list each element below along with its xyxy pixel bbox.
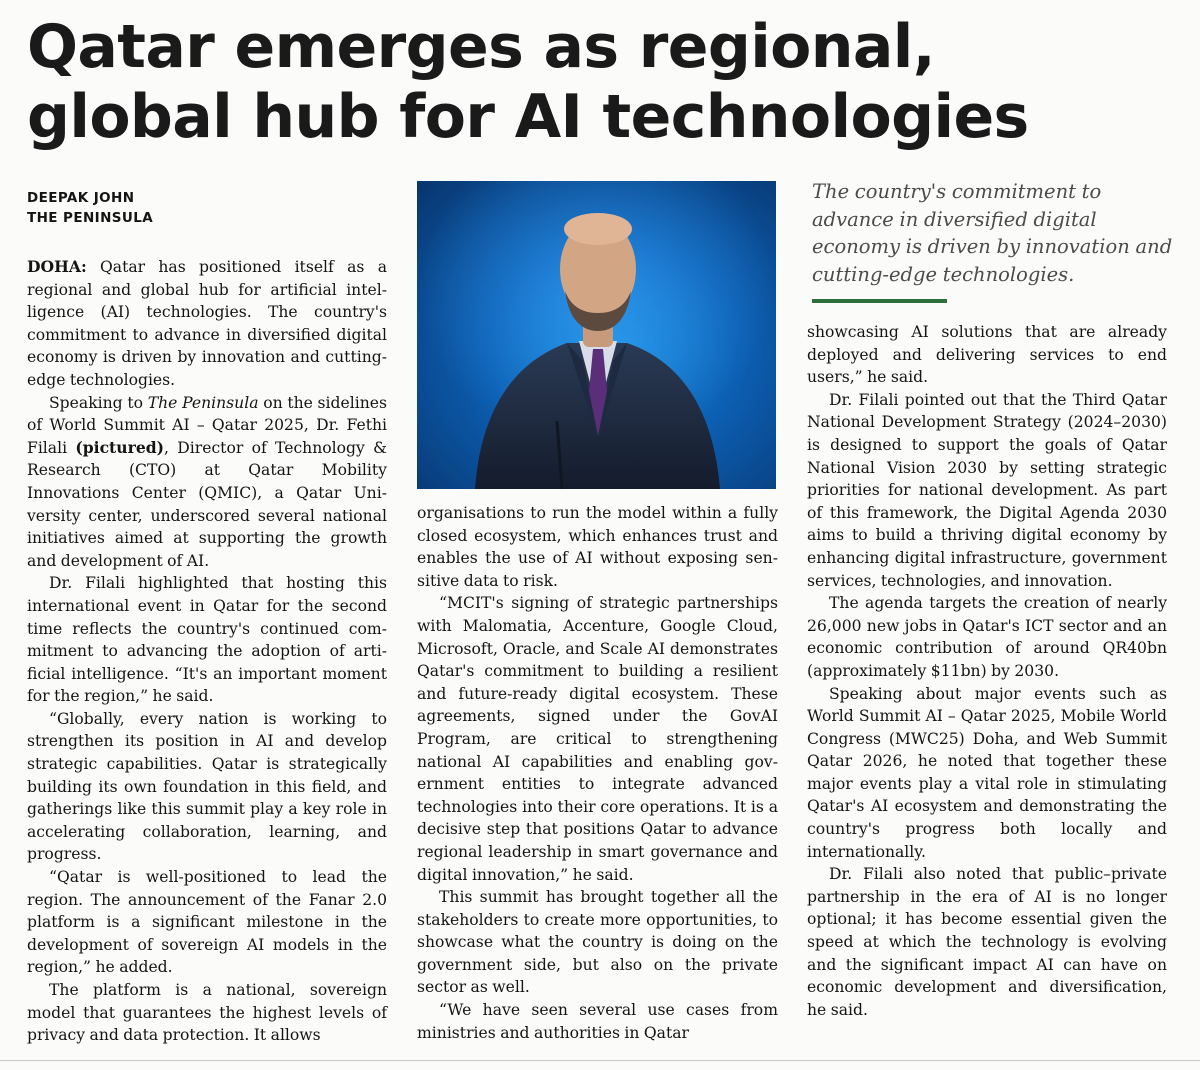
portrait-photo-icon <box>417 181 776 489</box>
body-column-3 <box>807 321 1167 1021</box>
paragraph: “Qatar is well-positioned to lead the region. The announcement of the Fanar 2.0 platform is a significant milestone in the development of sovereign AI models in the region,” he added. <box>27 868 387 977</box>
paragraph: “We have seen several use cases from ministries and authorities in Qatar <box>417 1001 778 1042</box>
paragraph-text: Speaking to <box>49 393 148 412</box>
pictured-label: (pictured) <box>75 437 165 457</box>
portrait-illustration <box>417 181 776 489</box>
paragraph: This summit has brought together all the stakeholders to create more opportunities, to showcase what the country is doing on the government side, but also on the private sector as well. <box>417 888 778 997</box>
headline-line-2: global hub for AI technologies <box>27 82 1029 152</box>
paragraph <box>27 256 387 392</box>
pull-quote: The country's commitment to advance in diversified digital economy is driven by innovation and cutting-edge technologies. <box>812 180 1173 286</box>
byline <box>27 188 153 228</box>
paragraph: Speaking about major events such as World Summit AI – Qatar 2025, Mobile World Congress (MWC25) Doha, and Web Summit Qatar 2026, he noted that together these major events play a vital role in stimulating Qatar's AI ecosystem and demonstrating the country's progress both locally and internationally. <box>807 684 1167 861</box>
paragraph: Dr. Filali highlighted that hosting this international event in Qatar for the second time reflects the country's continued commitment to advancing the adoption of artificial intelligence. “It's an important moment for the region,” he said. <box>27 574 387 706</box>
pull-quote-rule <box>812 299 947 303</box>
paragraph: Dr. Filali also noted that public–private partnership in the era of AI is no longer optional; it has become essential given the speed at which the technology is evolving and the significant impact AI can have on economic development and diversification, he said. <box>807 865 1167 1019</box>
body-column-2 <box>417 502 778 1044</box>
paragraph: “MCIT's signing of strategic partnerships with Malomatia, Accenture, Google Cloud, Microsoft, Oracle, and Scale AI demonstrates Qatar's commitment to building a resilient and future-ready digital ecosystem. These agreements, signed under the GovAI Program, are critical to strengthening national AI capabilities and enabling government entities to integrate advanced technologies into their core operations. It is a decisive step that positions Qatar to advance regional leadership in smart governance and digital innovation,” he said. <box>417 594 778 884</box>
headline-line-1: Qatar emerges as regional, <box>27 12 935 82</box>
paragraph <box>27 392 387 573</box>
paragraph: showcasing AI solutions that are already deployed and delivering services to end users,” he said. <box>807 323 1167 387</box>
byline-author: DEEPAK JOHN <box>27 190 135 206</box>
headline <box>27 12 1187 152</box>
body-column-1 <box>27 256 387 1047</box>
paragraph: “Globally, every nation is working to strengthen its position in AI and develop strategic capabilities. Qatar is strategically building its own foundation in this field, and gatherings like this summit play a key role in accelerating collaboration, learning, and progress. <box>27 709 387 864</box>
page-edge <box>0 1060 1200 1061</box>
dateline: DOHA: <box>27 257 87 276</box>
paragraph: organisations to run the model within a fully closed ecosystem, which enhances trust and enables the use of AI without exposing sensitive data to risk. <box>417 504 778 590</box>
paragraph: Dr. Filali pointed out that the Third Qatar National Development Strategy (2024–2030) is designed to support the goals of Qatar National Vision 2030 by setting strategic priorities for national development. As part of this framework, the Digital Agenda 2030 aims to build a thriving digital economy by enhancing digital infrastructure, government services, technologies, and innovation. <box>807 390 1167 590</box>
byline-publication: THE PENINSULA <box>27 210 154 226</box>
publication-name: The Peninsula <box>147 393 259 412</box>
paragraph-text: Qatar has positioned itself as a regional and global hub for artificial intelligence (AI) technologies. The country's commitment to advance in diversified digital economy is driven by innovation and cutting-edge technologies. <box>27 258 387 389</box>
paragraph-text: , Director of Technology & Research (CTO) at Qatar Mobility Innovations Center (QMIC), a Qatar University center, underscored several national initiatives aimed at supporting the growth and development of AI. <box>27 438 387 570</box>
paragraph-text: on the sidelines of World Summit AI – Qatar 2025, Dr. Fethi Filali <box>27 393 387 457</box>
paragraph: The agenda targets the creation of nearly 26,000 new jobs in Qatar's ICT sector and an economic contribution of around QR40bn (approximately $11bn) by 2030. <box>807 594 1167 680</box>
paragraph: The platform is a national, sovereign model that guarantees the highest levels of privacy and data protection. It allows <box>27 981 387 1045</box>
